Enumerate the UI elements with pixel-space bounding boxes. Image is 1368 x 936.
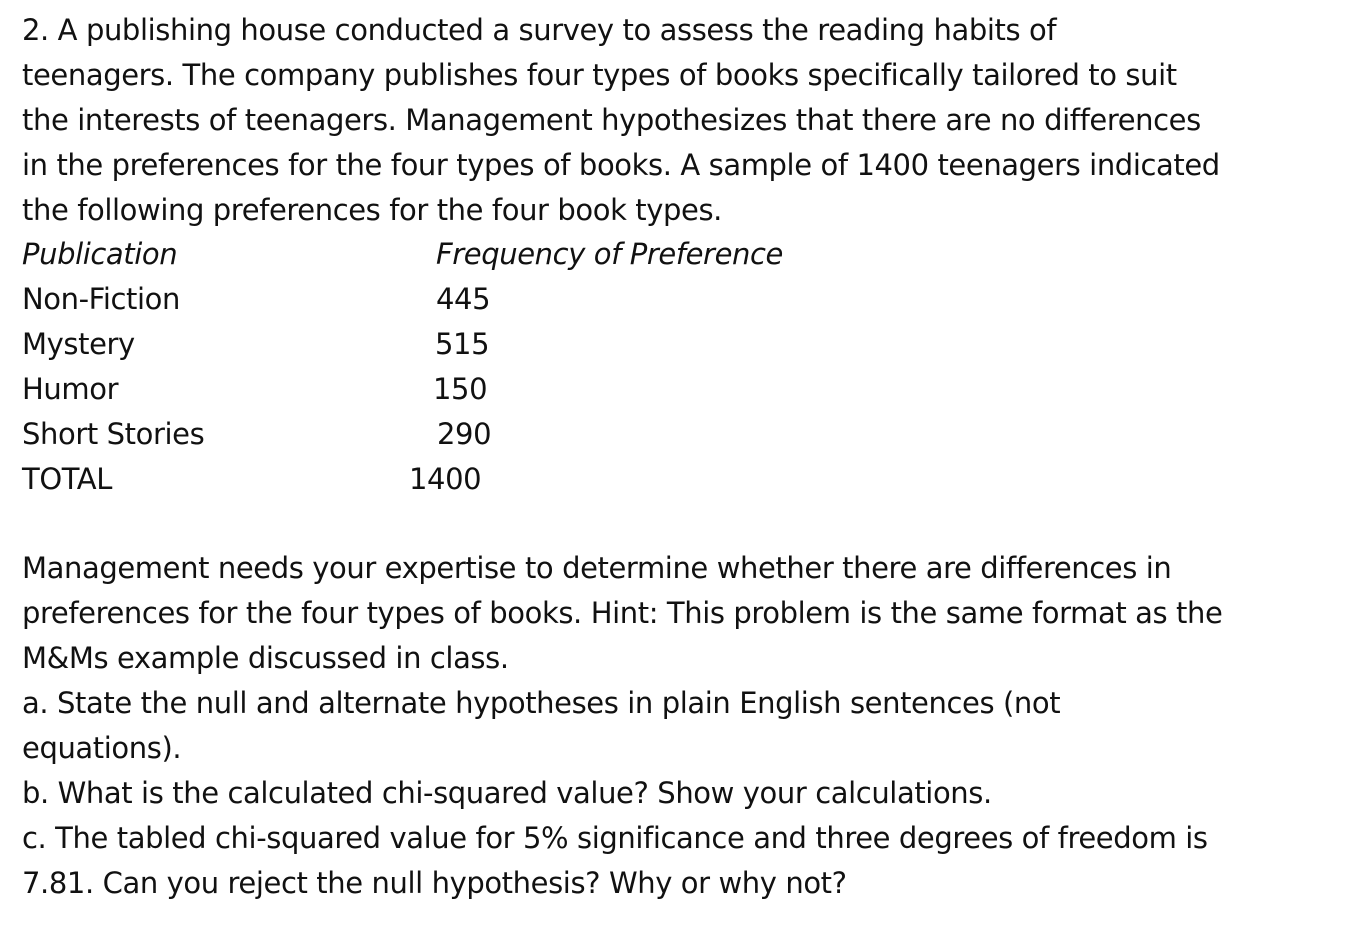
problem-questions — [22, 546, 1352, 906]
publication-cell: Short Stories — [22, 417, 205, 451]
table-row — [22, 367, 922, 412]
table-row — [22, 277, 922, 322]
publication-cell: Mystery — [22, 327, 135, 361]
table-row — [22, 412, 922, 457]
intro-line: the following preferences for the four book types. — [22, 193, 723, 227]
question-line: equations). — [22, 731, 182, 765]
question-line: 7.81. Can you reject the null hypothesis? Why or why not? — [22, 866, 847, 900]
publication-cell: Humor — [22, 372, 119, 406]
publication-header: Publication — [22, 237, 178, 271]
question-line: c. The tabled chi-squared value for 5% significance and three degrees of freedom is — [22, 821, 1208, 855]
frequency-cell: 150 — [433, 372, 488, 406]
question-line: a. State the null and alternate hypotheses in plain English sentences (not — [22, 686, 1061, 720]
table-row — [22, 457, 922, 502]
table-row — [22, 322, 922, 367]
frequency-header: Frequency of Preference — [436, 237, 783, 271]
problem-intro — [22, 8, 1352, 233]
preference-table — [22, 232, 922, 502]
intro-line: teenagers. The company publishes four types of books specifically tailored to suit — [22, 58, 1177, 92]
frequency-cell: 515 — [435, 327, 490, 361]
table-header-row — [22, 232, 922, 277]
publication-cell: Non-Fiction — [22, 282, 181, 316]
intro-line: 2. A publishing house conducted a survey to assess the reading habits of — [22, 13, 1057, 47]
intro-line: the interests of teenagers. Management hypothesizes that there are no differences — [22, 103, 1201, 137]
frequency-cell: 1400 — [409, 462, 482, 496]
question-line: Management needs your expertise to determine whether there are differences in — [22, 551, 1172, 585]
frequency-cell: 445 — [436, 282, 491, 316]
question-line: M&Ms example discussed in class. — [22, 641, 509, 675]
question-line: b. What is the calculated chi-squared value? Show your calculations. — [22, 776, 992, 810]
frequency-cell: 290 — [437, 417, 492, 451]
intro-line: in the preferences for the four types of books. A sample of 1400 teenagers indicated — [22, 148, 1220, 182]
question-line: preferences for the four types of books. Hint: This problem is the same format as the — [22, 596, 1223, 630]
publication-cell: TOTAL — [22, 462, 112, 496]
